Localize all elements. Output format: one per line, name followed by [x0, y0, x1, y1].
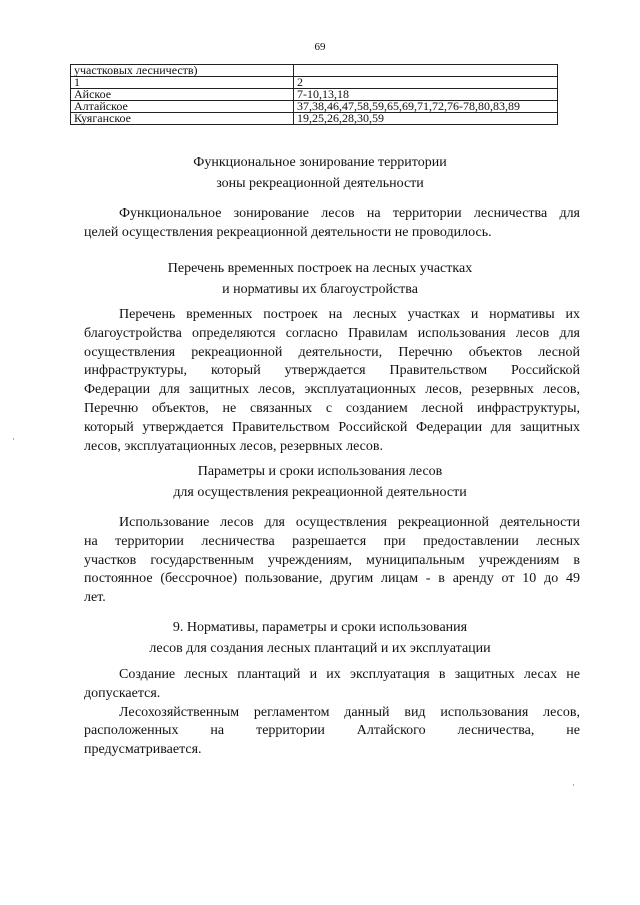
- section-heading-recreation-terms: Параметры и сроки использования лесов для осуществления рекреационной деятельности: [173, 464, 467, 500]
- paragraph-temporary-buildings: Перечень временных построек на лесных участках и нормативы их благоустройства определяются согласно Правилам использования лесов для осуществления рекреационной деятельности, Перечню объектов лесной инфраструктуры, который утверждается Правительством Российской Федерации для защитных лесов, эксплуатационных лесов, резервных лесов, Перечню объектов, не связанных с созданием лесной инфраструктуры, который утверждается Правительством Российской Федерации для защитных лесов, эксплуатационных лесов, резервных лесов.: [84, 307, 580, 454]
- scan-dot: ·: [572, 780, 575, 790]
- table-cell: 19,25,26,28,30,59: [294, 113, 558, 125]
- section-heading-plantations: 9. Нормативы, параметры и сроки использования лесов для создания лесных плантаций и их эксплуатации: [149, 620, 491, 656]
- paragraph-zoning: Функциональное зонирование лесов на территории лесничества для целей осуществления рекреационной деятельности не проводилось.: [84, 206, 580, 240]
- scan-dot: ·: [12, 434, 15, 444]
- table-cell: Айское: [71, 89, 294, 101]
- table-row: [71, 113, 558, 125]
- table-row: [71, 65, 558, 77]
- section-heading-zoning: Функциональное зонирование территории зоны рекреационной деятельности: [193, 155, 447, 191]
- table-cell: 7-10,13,18: [294, 89, 558, 101]
- table-cell: 2: [294, 77, 558, 89]
- table-cell: участковых лесничеств): [71, 65, 294, 77]
- table-cell: [294, 65, 558, 77]
- table-cell: 1: [71, 77, 294, 89]
- page-number: 69: [314, 41, 326, 53]
- paragraph-plantations: Создание лесных плантаций и их эксплуатация в защитных лесах не допускается. Лесохозяйственным регламентом данный вид использования лесов, расположенных на территории Алтайского лесничества, не предусматривается.: [84, 667, 580, 758]
- table-cell: 37,38,46,47,58,59,65,69,71,72,76-78,80,83,89: [294, 101, 558, 113]
- paragraph-recreation-terms: Использование лесов для осуществления рекреационной деятельности на территории лесничества разрешается при предоставлении лесных участков государственным учреждениям, муниципальным учреждениям в постоянное (бессрочное) пользование, другим лицам - в аренду от 10 до 49 лет.: [84, 515, 580, 606]
- table-cell: Куяганское: [71, 113, 294, 125]
- table-cell: Алтайское: [71, 101, 294, 113]
- section-heading-temporary-buildings: Перечень временных построек на лесных участках и нормативы их благоустройства: [167, 261, 473, 297]
- forest-quarters-table: [70, 64, 558, 125]
